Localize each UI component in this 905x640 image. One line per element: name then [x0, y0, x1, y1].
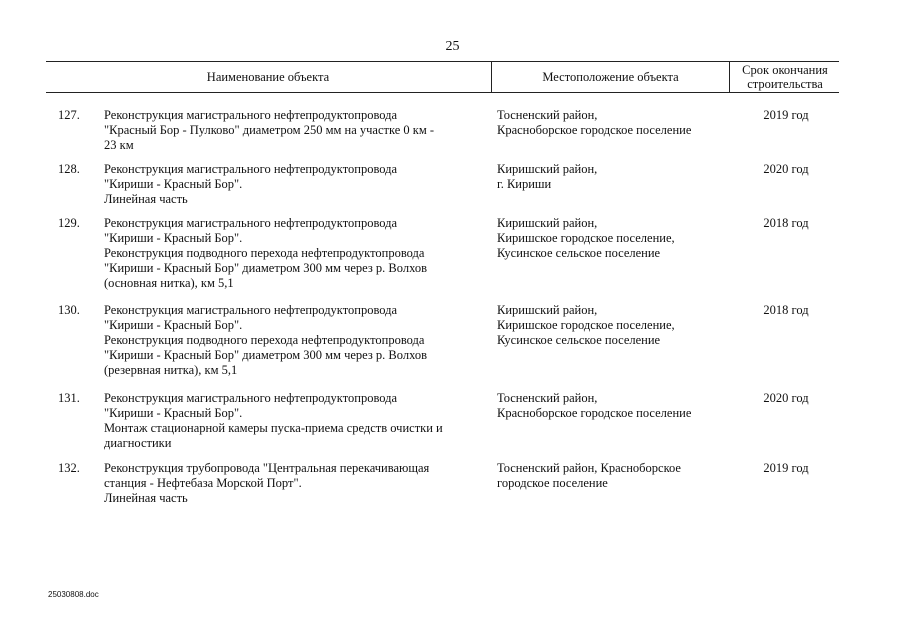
- object-location-line: Кусинское сельское поселение: [497, 333, 661, 347]
- object-name-line: "Кириши - Красный Бор" диаметром 300 мм через р. Волхов: [104, 261, 428, 275]
- table-row: [46, 461, 839, 515]
- row-number: 132.: [58, 461, 80, 475]
- header-term-line: строительства: [747, 77, 823, 91]
- header-object-location: Местоположение объекта: [491, 62, 729, 92]
- object-location-line: Тосненский район, Красноборское: [497, 461, 681, 475]
- header-term-line: Срок окончания: [742, 63, 828, 77]
- object-location: [497, 216, 727, 261]
- object-name-line: Реконструкция магистрального нефтепродуктопровода: [104, 303, 398, 317]
- row-number: 129.: [58, 216, 80, 230]
- page-number: 25: [445, 39, 460, 54]
- object-location-line: Кусинское сельское поселение: [497, 246, 661, 260]
- object-location-line: Киришское городское поселение,: [497, 318, 675, 332]
- object-location-line: г. Кириши: [497, 177, 552, 191]
- object-name-line: диагностики: [104, 436, 172, 450]
- table-row: [46, 303, 839, 391]
- object-location-line: Красноборское городское поселение: [497, 406, 692, 420]
- object-location-line: Красноборское городское поселение: [497, 123, 692, 137]
- header-object-name: Наименование объекта: [206, 70, 330, 84]
- table-row: [46, 162, 839, 216]
- object-location-line: Тосненский район,: [497, 391, 598, 405]
- object-name-line: Реконструкция магистрального нефтепродуктопровода: [104, 391, 398, 405]
- object-name-line: "Кириши - Красный Бор".: [104, 231, 243, 245]
- object-location: [497, 303, 727, 348]
- object-name-line: "Кириши - Красный Бор".: [104, 406, 243, 420]
- object-name-line: Линейная часть: [104, 192, 188, 206]
- row-number: 131.: [58, 391, 80, 405]
- table-header: [46, 61, 839, 93]
- document-filename: 25030808.doc: [48, 590, 99, 599]
- row-number: 130.: [58, 303, 80, 317]
- object-name-line: "Кириши - Красный Бор".: [104, 177, 243, 191]
- object-location: [497, 108, 727, 138]
- object-name-line: 23 км: [104, 138, 134, 152]
- object-name-line: "Кириши - Красный Бор" диаметром 300 мм через р. Волхов: [104, 348, 428, 362]
- table-body: [46, 108, 839, 515]
- object-location-line: Киришский район,: [497, 162, 598, 176]
- row-number: 127.: [58, 108, 80, 122]
- object-name-line: станция - Нефтебаза Морской Порт".: [104, 476, 302, 490]
- object-name-line: (основная нитка), км 5,1: [104, 276, 234, 290]
- completion-term: 2020 год: [763, 391, 809, 405]
- row-number: 128.: [58, 162, 80, 176]
- object-name-line: Реконструкция подводного перехода нефтепродуктопровода: [104, 333, 425, 347]
- object-name-line: "Кириши - Красный Бор".: [104, 318, 243, 332]
- object-name: [104, 162, 488, 207]
- object-name-line: Реконструкция подводного перехода нефтепродуктопровода: [104, 246, 425, 260]
- completion-term: 2019 год: [763, 108, 809, 122]
- object-location-line: Тосненский район,: [497, 108, 598, 122]
- header-completion-term: [729, 62, 840, 92]
- object-location: [497, 461, 727, 491]
- object-location-line: Киришский район,: [497, 216, 598, 230]
- object-location-line: Киришский район,: [497, 303, 598, 317]
- object-name-line: Реконструкция магистрального нефтепродуктопровода: [104, 216, 398, 230]
- completion-term: 2018 год: [763, 216, 809, 230]
- object-name: [104, 303, 488, 378]
- object-location-line: Киришское городское поселение,: [497, 231, 675, 245]
- object-name: [104, 216, 488, 291]
- table-row: [46, 108, 839, 162]
- object-location: [497, 391, 727, 421]
- object-name-line: Монтаж стационарной камеры пуска-приема средств очистки и: [104, 421, 443, 435]
- object-location: [497, 162, 727, 192]
- object-name-line: Реконструкция трубопровода "Центральная перекачивающая: [104, 461, 430, 475]
- object-name: [104, 461, 488, 506]
- completion-term: 2019 год: [763, 461, 809, 475]
- object-name-line: (резервная нитка), км 5,1: [104, 363, 238, 377]
- object-name-line: Реконструкция магистрального нефтепродуктопровода: [104, 162, 398, 176]
- table-row: [46, 216, 839, 303]
- object-name: [104, 391, 488, 451]
- object-name-line: Реконструкция магистрального нефтепродуктопровода: [104, 108, 398, 122]
- object-name: [104, 108, 488, 153]
- object-name-line: "Красный Бор - Пулково" диаметром 250 мм на участке 0 км -: [104, 123, 435, 137]
- table-row: [46, 391, 839, 461]
- completion-term: 2020 год: [763, 162, 809, 176]
- object-location-line: городское поселение: [497, 476, 608, 490]
- completion-term: 2018 год: [763, 303, 809, 317]
- object-name-line: Линейная часть: [104, 491, 188, 505]
